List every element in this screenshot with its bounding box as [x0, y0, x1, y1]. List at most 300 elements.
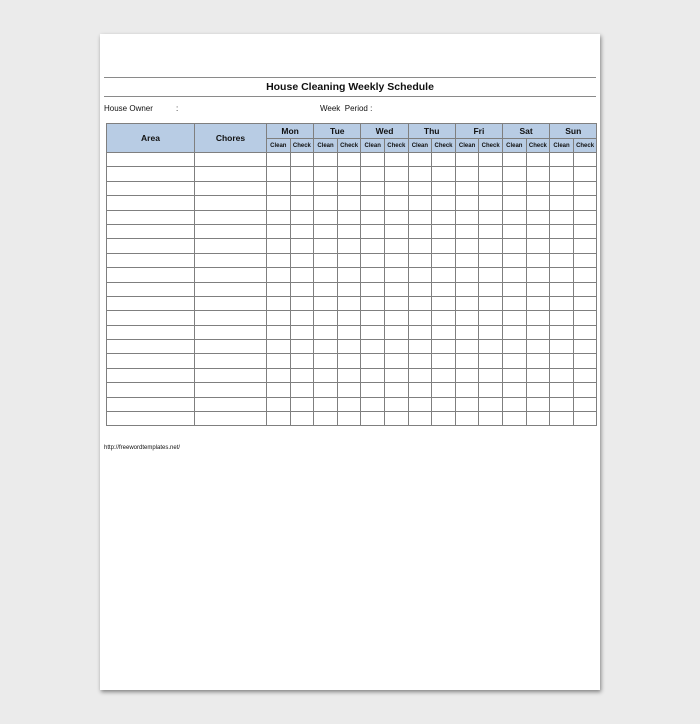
- area-cell[interactable]: [107, 296, 195, 310]
- clean-cell[interactable]: [361, 153, 385, 167]
- check-cell[interactable]: [479, 397, 503, 411]
- check-cell[interactable]: [384, 412, 408, 426]
- check-cell[interactable]: [573, 253, 597, 267]
- check-cell[interactable]: [384, 282, 408, 296]
- clean-cell[interactable]: [361, 181, 385, 195]
- area-cell[interactable]: [107, 224, 195, 238]
- clean-cell[interactable]: [455, 224, 479, 238]
- clean-cell[interactable]: [550, 224, 574, 238]
- check-cell[interactable]: [337, 368, 361, 382]
- clean-cell[interactable]: [502, 397, 526, 411]
- check-cell[interactable]: [290, 340, 314, 354]
- check-cell[interactable]: [526, 268, 550, 282]
- clean-cell[interactable]: [408, 412, 432, 426]
- clean-cell[interactable]: [408, 253, 432, 267]
- clean-cell[interactable]: [502, 268, 526, 282]
- clean-cell[interactable]: [455, 397, 479, 411]
- check-cell[interactable]: [384, 340, 408, 354]
- check-cell[interactable]: [526, 224, 550, 238]
- chores-cell[interactable]: [195, 311, 267, 325]
- check-cell[interactable]: [573, 354, 597, 368]
- check-cell[interactable]: [526, 311, 550, 325]
- clean-cell[interactable]: [550, 397, 574, 411]
- clean-cell[interactable]: [361, 368, 385, 382]
- clean-cell[interactable]: [502, 153, 526, 167]
- check-cell[interactable]: [432, 253, 456, 267]
- chores-cell[interactable]: [195, 167, 267, 181]
- chores-cell[interactable]: [195, 268, 267, 282]
- clean-cell[interactable]: [502, 282, 526, 296]
- check-cell[interactable]: [479, 153, 503, 167]
- clean-cell[interactable]: [267, 239, 291, 253]
- clean-cell[interactable]: [408, 268, 432, 282]
- clean-cell[interactable]: [502, 181, 526, 195]
- clean-cell[interactable]: [267, 167, 291, 181]
- chores-cell[interactable]: [195, 296, 267, 310]
- clean-cell[interactable]: [455, 196, 479, 210]
- clean-cell[interactable]: [314, 397, 338, 411]
- clean-cell[interactable]: [408, 210, 432, 224]
- check-cell[interactable]: [384, 167, 408, 181]
- check-cell[interactable]: [573, 368, 597, 382]
- check-cell[interactable]: [526, 239, 550, 253]
- check-cell[interactable]: [432, 296, 456, 310]
- chores-cell[interactable]: [195, 354, 267, 368]
- check-cell[interactable]: [573, 239, 597, 253]
- check-cell[interactable]: [290, 311, 314, 325]
- check-cell[interactable]: [290, 412, 314, 426]
- clean-cell[interactable]: [502, 311, 526, 325]
- check-cell[interactable]: [432, 196, 456, 210]
- check-cell[interactable]: [573, 383, 597, 397]
- clean-cell[interactable]: [455, 383, 479, 397]
- area-cell[interactable]: [107, 153, 195, 167]
- clean-cell[interactable]: [408, 325, 432, 339]
- chores-cell[interactable]: [195, 196, 267, 210]
- clean-cell[interactable]: [267, 181, 291, 195]
- clean-cell[interactable]: [267, 397, 291, 411]
- clean-cell[interactable]: [361, 311, 385, 325]
- check-cell[interactable]: [479, 167, 503, 181]
- check-cell[interactable]: [432, 282, 456, 296]
- clean-cell[interactable]: [550, 354, 574, 368]
- check-cell[interactable]: [384, 296, 408, 310]
- clean-cell[interactable]: [550, 239, 574, 253]
- check-cell[interactable]: [384, 268, 408, 282]
- check-cell[interactable]: [526, 210, 550, 224]
- check-cell[interactable]: [432, 397, 456, 411]
- clean-cell[interactable]: [361, 167, 385, 181]
- check-cell[interactable]: [337, 325, 361, 339]
- clean-cell[interactable]: [361, 325, 385, 339]
- clean-cell[interactable]: [314, 412, 338, 426]
- check-cell[interactable]: [432, 325, 456, 339]
- clean-cell[interactable]: [455, 368, 479, 382]
- area-cell[interactable]: [107, 210, 195, 224]
- clean-cell[interactable]: [314, 268, 338, 282]
- clean-cell[interactable]: [361, 224, 385, 238]
- chores-cell[interactable]: [195, 397, 267, 411]
- area-cell[interactable]: [107, 397, 195, 411]
- area-cell[interactable]: [107, 383, 195, 397]
- clean-cell[interactable]: [502, 340, 526, 354]
- clean-cell[interactable]: [267, 153, 291, 167]
- clean-cell[interactable]: [455, 325, 479, 339]
- clean-cell[interactable]: [550, 167, 574, 181]
- check-cell[interactable]: [479, 340, 503, 354]
- area-cell[interactable]: [107, 340, 195, 354]
- check-cell[interactable]: [337, 153, 361, 167]
- clean-cell[interactable]: [314, 167, 338, 181]
- check-cell[interactable]: [337, 383, 361, 397]
- check-cell[interactable]: [573, 210, 597, 224]
- clean-cell[interactable]: [361, 253, 385, 267]
- check-cell[interactable]: [479, 181, 503, 195]
- check-cell[interactable]: [526, 354, 550, 368]
- clean-cell[interactable]: [550, 196, 574, 210]
- chores-cell[interactable]: [195, 210, 267, 224]
- clean-cell[interactable]: [314, 196, 338, 210]
- check-cell[interactable]: [526, 397, 550, 411]
- check-cell[interactable]: [337, 253, 361, 267]
- check-cell[interactable]: [432, 181, 456, 195]
- clean-cell[interactable]: [314, 224, 338, 238]
- check-cell[interactable]: [290, 196, 314, 210]
- clean-cell[interactable]: [408, 239, 432, 253]
- clean-cell[interactable]: [267, 196, 291, 210]
- check-cell[interactable]: [479, 325, 503, 339]
- check-cell[interactable]: [384, 153, 408, 167]
- check-cell[interactable]: [479, 210, 503, 224]
- clean-cell[interactable]: [361, 296, 385, 310]
- check-cell[interactable]: [290, 239, 314, 253]
- clean-cell[interactable]: [267, 354, 291, 368]
- clean-cell[interactable]: [314, 311, 338, 325]
- clean-cell[interactable]: [361, 210, 385, 224]
- check-cell[interactable]: [573, 224, 597, 238]
- chores-cell[interactable]: [195, 383, 267, 397]
- check-cell[interactable]: [384, 311, 408, 325]
- clean-cell[interactable]: [267, 296, 291, 310]
- check-cell[interactable]: [337, 311, 361, 325]
- check-cell[interactable]: [479, 311, 503, 325]
- check-cell[interactable]: [573, 268, 597, 282]
- check-cell[interactable]: [384, 224, 408, 238]
- check-cell[interactable]: [526, 253, 550, 267]
- check-cell[interactable]: [384, 181, 408, 195]
- check-cell[interactable]: [337, 397, 361, 411]
- check-cell[interactable]: [337, 224, 361, 238]
- clean-cell[interactable]: [455, 296, 479, 310]
- check-cell[interactable]: [432, 368, 456, 382]
- chores-cell[interactable]: [195, 325, 267, 339]
- check-cell[interactable]: [290, 325, 314, 339]
- clean-cell[interactable]: [361, 239, 385, 253]
- check-cell[interactable]: [526, 282, 550, 296]
- check-cell[interactable]: [573, 282, 597, 296]
- chores-cell[interactable]: [195, 368, 267, 382]
- clean-cell[interactable]: [455, 268, 479, 282]
- clean-cell[interactable]: [408, 368, 432, 382]
- area-cell[interactable]: [107, 268, 195, 282]
- check-cell[interactable]: [337, 196, 361, 210]
- chores-cell[interactable]: [195, 153, 267, 167]
- check-cell[interactable]: [573, 311, 597, 325]
- clean-cell[interactable]: [267, 311, 291, 325]
- check-cell[interactable]: [384, 354, 408, 368]
- check-cell[interactable]: [432, 239, 456, 253]
- clean-cell[interactable]: [455, 167, 479, 181]
- clean-cell[interactable]: [502, 368, 526, 382]
- clean-cell[interactable]: [408, 153, 432, 167]
- clean-cell[interactable]: [267, 268, 291, 282]
- clean-cell[interactable]: [502, 210, 526, 224]
- clean-cell[interactable]: [267, 383, 291, 397]
- clean-cell[interactable]: [408, 167, 432, 181]
- check-cell[interactable]: [290, 268, 314, 282]
- check-cell[interactable]: [337, 354, 361, 368]
- clean-cell[interactable]: [455, 282, 479, 296]
- check-cell[interactable]: [384, 325, 408, 339]
- clean-cell[interactable]: [550, 253, 574, 267]
- clean-cell[interactable]: [267, 253, 291, 267]
- clean-cell[interactable]: [550, 153, 574, 167]
- clean-cell[interactable]: [550, 296, 574, 310]
- check-cell[interactable]: [337, 296, 361, 310]
- check-cell[interactable]: [384, 196, 408, 210]
- clean-cell[interactable]: [408, 196, 432, 210]
- clean-cell[interactable]: [314, 325, 338, 339]
- check-cell[interactable]: [526, 325, 550, 339]
- check-cell[interactable]: [573, 296, 597, 310]
- clean-cell[interactable]: [314, 383, 338, 397]
- chores-cell[interactable]: [195, 412, 267, 426]
- clean-cell[interactable]: [267, 368, 291, 382]
- clean-cell[interactable]: [550, 368, 574, 382]
- clean-cell[interactable]: [455, 253, 479, 267]
- area-cell[interactable]: [107, 167, 195, 181]
- check-cell[interactable]: [337, 239, 361, 253]
- clean-cell[interactable]: [550, 268, 574, 282]
- check-cell[interactable]: [526, 412, 550, 426]
- area-cell[interactable]: [107, 412, 195, 426]
- area-cell[interactable]: [107, 354, 195, 368]
- clean-cell[interactable]: [550, 340, 574, 354]
- check-cell[interactable]: [432, 354, 456, 368]
- check-cell[interactable]: [290, 253, 314, 267]
- check-cell[interactable]: [526, 340, 550, 354]
- check-cell[interactable]: [432, 340, 456, 354]
- clean-cell[interactable]: [455, 340, 479, 354]
- clean-cell[interactable]: [455, 354, 479, 368]
- check-cell[interactable]: [573, 412, 597, 426]
- area-cell[interactable]: [107, 239, 195, 253]
- clean-cell[interactable]: [314, 368, 338, 382]
- clean-cell[interactable]: [361, 196, 385, 210]
- clean-cell[interactable]: [267, 224, 291, 238]
- clean-cell[interactable]: [361, 268, 385, 282]
- clean-cell[interactable]: [550, 383, 574, 397]
- clean-cell[interactable]: [314, 253, 338, 267]
- check-cell[interactable]: [479, 253, 503, 267]
- clean-cell[interactable]: [267, 325, 291, 339]
- clean-cell[interactable]: [455, 239, 479, 253]
- clean-cell[interactable]: [502, 253, 526, 267]
- check-cell[interactable]: [573, 153, 597, 167]
- clean-cell[interactable]: [502, 412, 526, 426]
- check-cell[interactable]: [290, 210, 314, 224]
- check-cell[interactable]: [573, 167, 597, 181]
- chores-cell[interactable]: [195, 239, 267, 253]
- clean-cell[interactable]: [455, 311, 479, 325]
- check-cell[interactable]: [384, 239, 408, 253]
- clean-cell[interactable]: [314, 340, 338, 354]
- chores-cell[interactable]: [195, 181, 267, 195]
- clean-cell[interactable]: [502, 325, 526, 339]
- clean-cell[interactable]: [502, 224, 526, 238]
- check-cell[interactable]: [337, 210, 361, 224]
- check-cell[interactable]: [526, 167, 550, 181]
- clean-cell[interactable]: [455, 181, 479, 195]
- clean-cell[interactable]: [314, 210, 338, 224]
- clean-cell[interactable]: [314, 239, 338, 253]
- check-cell[interactable]: [384, 383, 408, 397]
- clean-cell[interactable]: [502, 196, 526, 210]
- clean-cell[interactable]: [455, 412, 479, 426]
- clean-cell[interactable]: [267, 340, 291, 354]
- clean-cell[interactable]: [361, 340, 385, 354]
- clean-cell[interactable]: [408, 296, 432, 310]
- chores-cell[interactable]: [195, 340, 267, 354]
- check-cell[interactable]: [290, 383, 314, 397]
- check-cell[interactable]: [290, 167, 314, 181]
- clean-cell[interactable]: [408, 282, 432, 296]
- clean-cell[interactable]: [455, 210, 479, 224]
- area-cell[interactable]: [107, 181, 195, 195]
- area-cell[interactable]: [107, 196, 195, 210]
- clean-cell[interactable]: [408, 181, 432, 195]
- area-cell[interactable]: [107, 253, 195, 267]
- check-cell[interactable]: [337, 282, 361, 296]
- clean-cell[interactable]: [502, 239, 526, 253]
- clean-cell[interactable]: [502, 354, 526, 368]
- check-cell[interactable]: [526, 296, 550, 310]
- clean-cell[interactable]: [267, 282, 291, 296]
- check-cell[interactable]: [526, 196, 550, 210]
- check-cell[interactable]: [290, 153, 314, 167]
- check-cell[interactable]: [479, 354, 503, 368]
- clean-cell[interactable]: [361, 412, 385, 426]
- check-cell[interactable]: [526, 368, 550, 382]
- check-cell[interactable]: [290, 296, 314, 310]
- clean-cell[interactable]: [314, 282, 338, 296]
- check-cell[interactable]: [384, 397, 408, 411]
- check-cell[interactable]: [432, 153, 456, 167]
- check-cell[interactable]: [479, 196, 503, 210]
- check-cell[interactable]: [526, 383, 550, 397]
- check-cell[interactable]: [432, 383, 456, 397]
- check-cell[interactable]: [526, 153, 550, 167]
- check-cell[interactable]: [290, 368, 314, 382]
- check-cell[interactable]: [432, 311, 456, 325]
- check-cell[interactable]: [337, 268, 361, 282]
- clean-cell[interactable]: [408, 340, 432, 354]
- clean-cell[interactable]: [408, 311, 432, 325]
- clean-cell[interactable]: [502, 296, 526, 310]
- clean-cell[interactable]: [267, 210, 291, 224]
- check-cell[interactable]: [573, 325, 597, 339]
- clean-cell[interactable]: [408, 383, 432, 397]
- chores-cell[interactable]: [195, 224, 267, 238]
- check-cell[interactable]: [432, 210, 456, 224]
- check-cell[interactable]: [290, 224, 314, 238]
- check-cell[interactable]: [573, 181, 597, 195]
- clean-cell[interactable]: [550, 325, 574, 339]
- check-cell[interactable]: [337, 412, 361, 426]
- check-cell[interactable]: [479, 282, 503, 296]
- check-cell[interactable]: [384, 210, 408, 224]
- check-cell[interactable]: [432, 167, 456, 181]
- check-cell[interactable]: [290, 397, 314, 411]
- check-cell[interactable]: [432, 268, 456, 282]
- check-cell[interactable]: [432, 224, 456, 238]
- check-cell[interactable]: [384, 368, 408, 382]
- check-cell[interactable]: [479, 383, 503, 397]
- check-cell[interactable]: [432, 412, 456, 426]
- clean-cell[interactable]: [361, 397, 385, 411]
- check-cell[interactable]: [573, 196, 597, 210]
- clean-cell[interactable]: [361, 383, 385, 397]
- clean-cell[interactable]: [408, 354, 432, 368]
- check-cell[interactable]: [290, 282, 314, 296]
- check-cell[interactable]: [479, 224, 503, 238]
- clean-cell[interactable]: [408, 397, 432, 411]
- chores-cell[interactable]: [195, 253, 267, 267]
- check-cell[interactable]: [573, 397, 597, 411]
- clean-cell[interactable]: [550, 210, 574, 224]
- check-cell[interactable]: [290, 354, 314, 368]
- clean-cell[interactable]: [314, 153, 338, 167]
- area-cell[interactable]: [107, 368, 195, 382]
- clean-cell[interactable]: [361, 282, 385, 296]
- clean-cell[interactable]: [267, 412, 291, 426]
- check-cell[interactable]: [479, 239, 503, 253]
- clean-cell[interactable]: [455, 153, 479, 167]
- clean-cell[interactable]: [408, 224, 432, 238]
- check-cell[interactable]: [573, 340, 597, 354]
- clean-cell[interactable]: [502, 383, 526, 397]
- area-cell[interactable]: [107, 282, 195, 296]
- clean-cell[interactable]: [314, 296, 338, 310]
- clean-cell[interactable]: [361, 354, 385, 368]
- clean-cell[interactable]: [550, 282, 574, 296]
- check-cell[interactable]: [384, 253, 408, 267]
- check-cell[interactable]: [479, 268, 503, 282]
- check-cell[interactable]: [479, 412, 503, 426]
- clean-cell[interactable]: [550, 311, 574, 325]
- clean-cell[interactable]: [314, 354, 338, 368]
- clean-cell[interactable]: [314, 181, 338, 195]
- check-cell[interactable]: [337, 181, 361, 195]
- check-cell[interactable]: [290, 181, 314, 195]
- check-cell[interactable]: [337, 167, 361, 181]
- clean-cell[interactable]: [550, 412, 574, 426]
- clean-cell[interactable]: [502, 167, 526, 181]
- check-cell[interactable]: [526, 181, 550, 195]
- clean-cell[interactable]: [550, 181, 574, 195]
- check-cell[interactable]: [337, 340, 361, 354]
- chores-cell[interactable]: [195, 282, 267, 296]
